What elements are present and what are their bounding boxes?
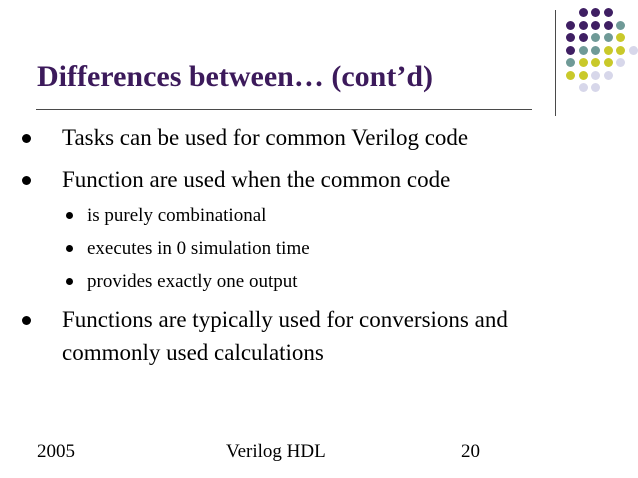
decorative-dot (616, 21, 625, 30)
sub-bullet-3-text: provides exactly one output (87, 271, 298, 292)
decorative-dot (616, 33, 625, 42)
decorative-dot (591, 46, 600, 55)
footer-title: Verilog HDL (226, 441, 326, 462)
decorative-dot (591, 71, 600, 80)
decorative-dot (591, 83, 600, 92)
bullet-3-continuation-text: commonly used calculations (62, 340, 324, 365)
slide-title: Differences between… (cont’d) (37, 60, 433, 93)
bullet-1-text: Tasks can be used for common Verilog code (62, 125, 469, 150)
decorative-dot (566, 33, 575, 42)
bullet-dot-icon (66, 278, 73, 285)
sub-bullet-2-text: executes in 0 simulation time (87, 238, 310, 259)
footer-page-number: 20 (461, 441, 480, 462)
decorative-dot (566, 21, 575, 30)
decorative-dot (629, 46, 638, 55)
decorative-dot (591, 33, 600, 42)
decorative-dot (616, 58, 625, 67)
decorative-dot (566, 46, 575, 55)
bullet-dot-icon (22, 176, 31, 185)
decorative-dot (604, 46, 613, 55)
decorative-dot (604, 71, 613, 80)
bullet-dot-icon (66, 212, 73, 219)
decorative-dot (566, 58, 575, 67)
sub-bullet-1-text: is purely combinational (87, 205, 267, 226)
decorative-dot (616, 46, 625, 55)
bullet-3 (62, 307, 508, 333)
decorative-dot (579, 46, 588, 55)
bullet-dot-icon (22, 134, 31, 143)
decorative-dot (591, 21, 600, 30)
title-underline (36, 109, 532, 110)
sub-bullet-2 (87, 238, 310, 260)
decorative-dot (579, 71, 588, 80)
decorative-dot (604, 33, 613, 42)
decorative-dot (604, 58, 613, 67)
bullet-1 (62, 125, 468, 151)
decorative-dot (604, 21, 613, 30)
bullet-3-continuation (62, 340, 324, 366)
bullet-dot-icon (22, 316, 31, 325)
decorative-dot (591, 8, 600, 17)
sub-bullet-3 (87, 271, 298, 293)
bullet-2 (62, 167, 450, 193)
bullet-dot-icon (66, 245, 73, 252)
decorative-dot (566, 71, 575, 80)
decorative-dot (591, 58, 600, 67)
vertical-rule (555, 10, 556, 116)
bullet-3-text: Functions are typically used for conversions and (62, 307, 508, 332)
decorative-dot-grid (566, 8, 638, 104)
footer-year: 2005 (37, 441, 75, 462)
decorative-dot (579, 21, 588, 30)
bullet-2-text: Function are used when the common code (62, 167, 451, 192)
decorative-dot (579, 58, 588, 67)
decorative-dot (604, 8, 613, 17)
decorative-dot (579, 83, 588, 92)
decorative-dot (579, 8, 588, 17)
decorative-dot (579, 33, 588, 42)
sub-bullet-1 (87, 205, 266, 227)
